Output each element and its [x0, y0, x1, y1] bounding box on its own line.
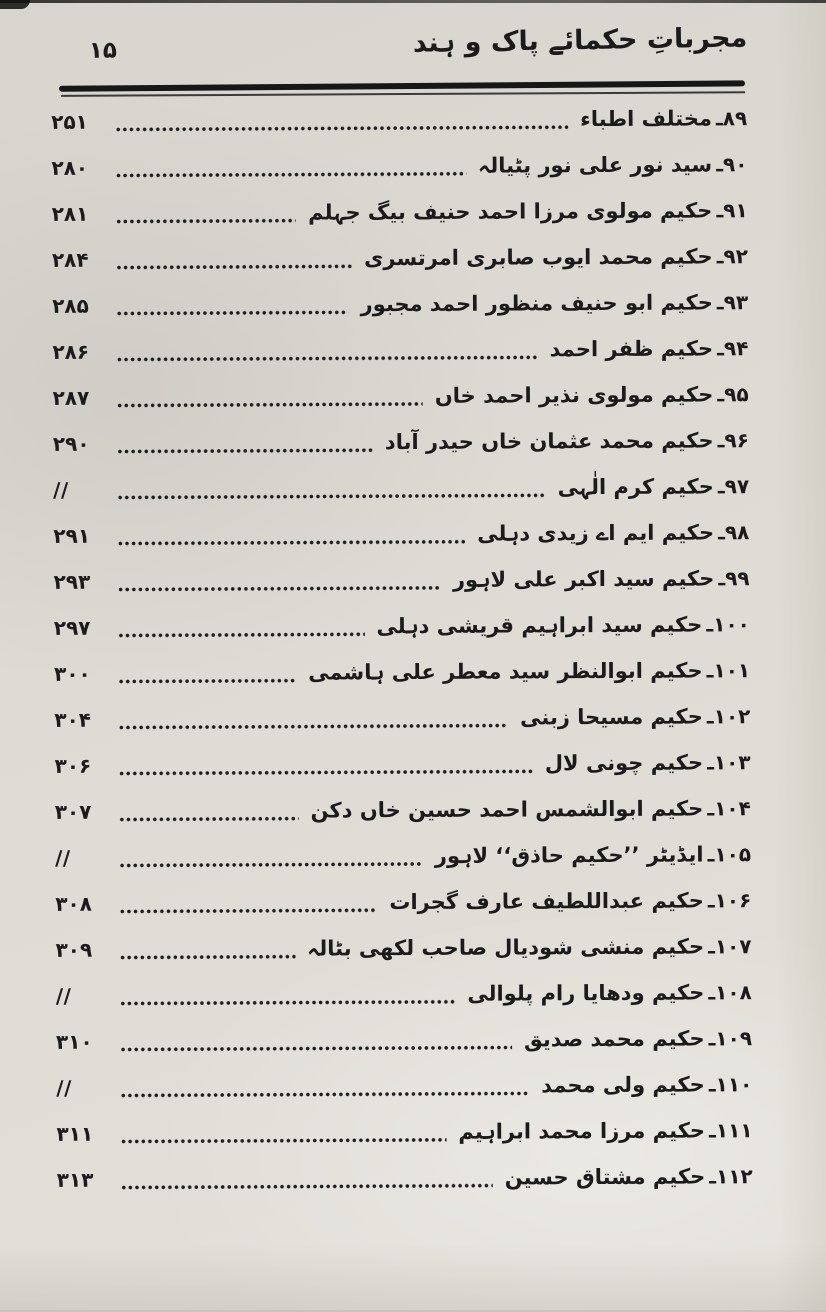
toc-entry: [54, 739, 750, 789]
dotted-leader: [116, 309, 348, 316]
entry-page-number: ۳۰۰: [54, 661, 91, 686]
entry-serial: ۸۹ـ: [715, 106, 748, 131]
dotted-leader: [118, 723, 508, 731]
toc-list: [51, 95, 753, 1203]
dotted-leader: [120, 1090, 529, 1098]
entry-serial: ۹۲ـ: [716, 244, 748, 269]
entry-serial: ۱۱۱ـ: [708, 1118, 753, 1143]
header-title: مجرباتِ حکمائے پاک و ہند: [412, 22, 748, 59]
dotted-leader: [120, 954, 296, 961]
entry-page-number: //: [53, 477, 69, 502]
entry-name: حکیم کرم الٰہی: [557, 474, 714, 500]
entry-name: حکیم منشی شودیال صاحب لکھی بٹالہ: [306, 934, 705, 961]
dotted-leader: [121, 1137, 447, 1145]
dotted-leader: [116, 354, 537, 362]
toc-entry: [52, 187, 748, 237]
entry-page-number: ۲۸۵: [52, 293, 89, 318]
entry-serial: ۹۰ـ: [716, 152, 748, 177]
toc-entry: [56, 1061, 752, 1111]
entry-serial: ۹۸ـ: [718, 520, 750, 545]
dotted-leader: [116, 218, 296, 225]
entry-name: سید نور علی نور پٹیالہ: [477, 152, 713, 178]
entry-page-number: ۳۱۳: [56, 1167, 94, 1192]
entry-page-number: ۲۸۱: [51, 201, 89, 226]
dotted-leader: [121, 1183, 493, 1191]
entry-serial: ۹۵ـ: [717, 382, 749, 407]
entry-page-number: ۳۰۷: [54, 799, 92, 824]
entry-serial: ۹۱ـ: [716, 198, 748, 223]
dotted-leader: [119, 861, 423, 869]
entry-name: ایڈیٹر ’’حکیم حاذق‘‘ لاہور: [434, 842, 704, 868]
toc-entry: [51, 141, 747, 191]
dotted-leader: [115, 124, 568, 132]
entry-page-number: //: [55, 983, 72, 1008]
entry-page-number: ۲۸۴: [51, 247, 89, 272]
toc-entry: [56, 969, 752, 1019]
entry-serial: ۱۱۰ـ: [708, 1072, 753, 1097]
entry-serial: ۱۰۵ـ: [707, 842, 752, 867]
dotted-leader: [120, 999, 456, 1007]
toc-entry: [54, 693, 750, 743]
entry-serial: ۱۰۷ـ: [707, 934, 752, 959]
entry-serial: ۱۱۲ـ: [709, 1164, 753, 1189]
entry-serial: ۹۴ـ: [717, 336, 749, 361]
entry-page-number: ۲۹۰: [52, 431, 90, 456]
entry-serial: ۹۶ـ: [717, 428, 749, 453]
header-rule-thick: [59, 80, 745, 91]
entry-name: حکیم مشتاق حسین: [504, 1164, 706, 1190]
toc-entry: [51, 95, 747, 145]
entry-page-number: //: [54, 845, 71, 870]
toc-entry: [53, 417, 749, 467]
entry-serial: ۱۰۶ـ: [707, 888, 752, 913]
entry-name: حکیم چونی لال: [544, 750, 704, 776]
toc-entry: [53, 555, 749, 605]
dotted-leader: [117, 447, 373, 454]
entry-name: حکیم ابو حنیف منظور احمد مجبور: [360, 290, 713, 317]
entry-page-number: ۲۹۳: [53, 569, 91, 594]
entry-name: حکیم ودھایا رام پلوالی: [467, 980, 705, 1006]
entry-serial: ۱۰۲ـ: [706, 704, 751, 729]
entry-name: حکیم ایم اے زیدی دہلی: [477, 520, 715, 546]
entry-serial: ۱۰۳ـ: [707, 750, 751, 775]
entry-page-number: ۳۰۸: [55, 891, 92, 916]
dotted-leader: [117, 539, 465, 547]
entry-name: حکیم مرزا محمد ابراہیم: [458, 1118, 706, 1144]
toc-entry: [52, 325, 748, 375]
entry-serial: ۹۳ـ: [716, 290, 749, 315]
entry-name: حکیم ابوالنظر سید معطر علی ہاشمی: [308, 658, 703, 685]
entry-name: حکیم مولوی نذیر احمد خاں: [434, 382, 714, 408]
entry-page-number: ۲۸۷: [52, 385, 90, 410]
toc-entry: [53, 371, 749, 421]
entry-serial: ۹۹ـ: [718, 566, 750, 591]
toc-entry: [56, 1015, 752, 1065]
dotted-leader: [119, 816, 299, 823]
entry-name: حکیم مولوی مرزا احمد حنیف بیگ جہلم: [308, 198, 713, 225]
dotted-leader: [119, 768, 533, 776]
entry-page-number: ۲۵۱: [51, 109, 88, 134]
toc-entry: [55, 831, 751, 881]
entry-page-number: ۲۹۷: [53, 615, 91, 640]
entry-page-number: ۲۸۶: [52, 339, 90, 364]
entry-name: حکیم محمد ایوب صابری امرتسری: [364, 244, 713, 271]
toc-entry: [52, 279, 748, 329]
toc-entry: [55, 785, 751, 835]
dotted-leader: [118, 631, 365, 638]
dotted-leader: [118, 585, 441, 593]
entry-serial: ۱۰۴ـ: [707, 796, 751, 821]
entry-name: حکیم ابوالشمس احمد حسین خاں دکن: [310, 796, 704, 823]
entry-name: حکیم ظفر احمد: [549, 336, 714, 362]
entry-page-number: ۳۱۰: [55, 1029, 93, 1054]
toc-entry: [56, 1107, 752, 1157]
dotted-leader: [120, 1044, 512, 1052]
toc-entry: [52, 233, 748, 283]
toc-entry: [55, 877, 751, 927]
entry-name: حکیم مسیحا زبنی: [520, 704, 703, 730]
dotted-leader: [117, 492, 545, 500]
entry-page-number: //: [56, 1075, 72, 1100]
entry-page-number: ۳۱۱: [56, 1121, 94, 1146]
entry-page-number: ۳۰۶: [54, 753, 92, 778]
entry-name: حکیم سید اکبر علی لاہور: [452, 566, 715, 592]
entry-name: حکیم محمد عثمان خاں حیدر آباد: [384, 428, 714, 455]
header-page-number: ۱۵: [88, 37, 117, 64]
entry-name: حکیم عبداللطیف عارف گجرات: [389, 888, 704, 915]
entry-serial: ۱۰۹ـ: [708, 1026, 753, 1051]
entry-serial: ۹۷ـ: [717, 474, 750, 499]
dotted-leader: [116, 263, 352, 270]
entry-page-number: ۲۹۱: [53, 523, 91, 548]
entry-page-number: ۳۰۹: [55, 937, 93, 962]
toc-entry: [54, 647, 750, 697]
entry-name: حکیم ولی محمد: [541, 1072, 705, 1098]
dotted-leader: [118, 678, 296, 685]
toc-entry: [54, 601, 750, 651]
entry-name: حکیم سید ابراہیم قریشی دہلی: [376, 612, 703, 639]
dotted-leader: [115, 171, 466, 179]
toc-entry: [53, 509, 749, 559]
dotted-leader: [117, 401, 423, 409]
entry-name: حکیم محمد صدیق: [523, 1026, 705, 1052]
entry-serial: ۱۰۱ـ: [706, 658, 751, 683]
entry-page-number: ۲۸۰: [51, 155, 89, 180]
toc-entry: [55, 923, 751, 973]
toc-entry: [53, 463, 749, 513]
dotted-leader: [119, 907, 377, 914]
entry-serial: ۱۰۸ـ: [708, 980, 752, 1005]
toc-entry: [57, 1153, 753, 1203]
entry-serial: ۱۰۰ـ: [706, 612, 750, 637]
entry-page-number: ۳۰۴: [54, 707, 92, 732]
entry-name: مختلف اطباء: [580, 106, 712, 132]
